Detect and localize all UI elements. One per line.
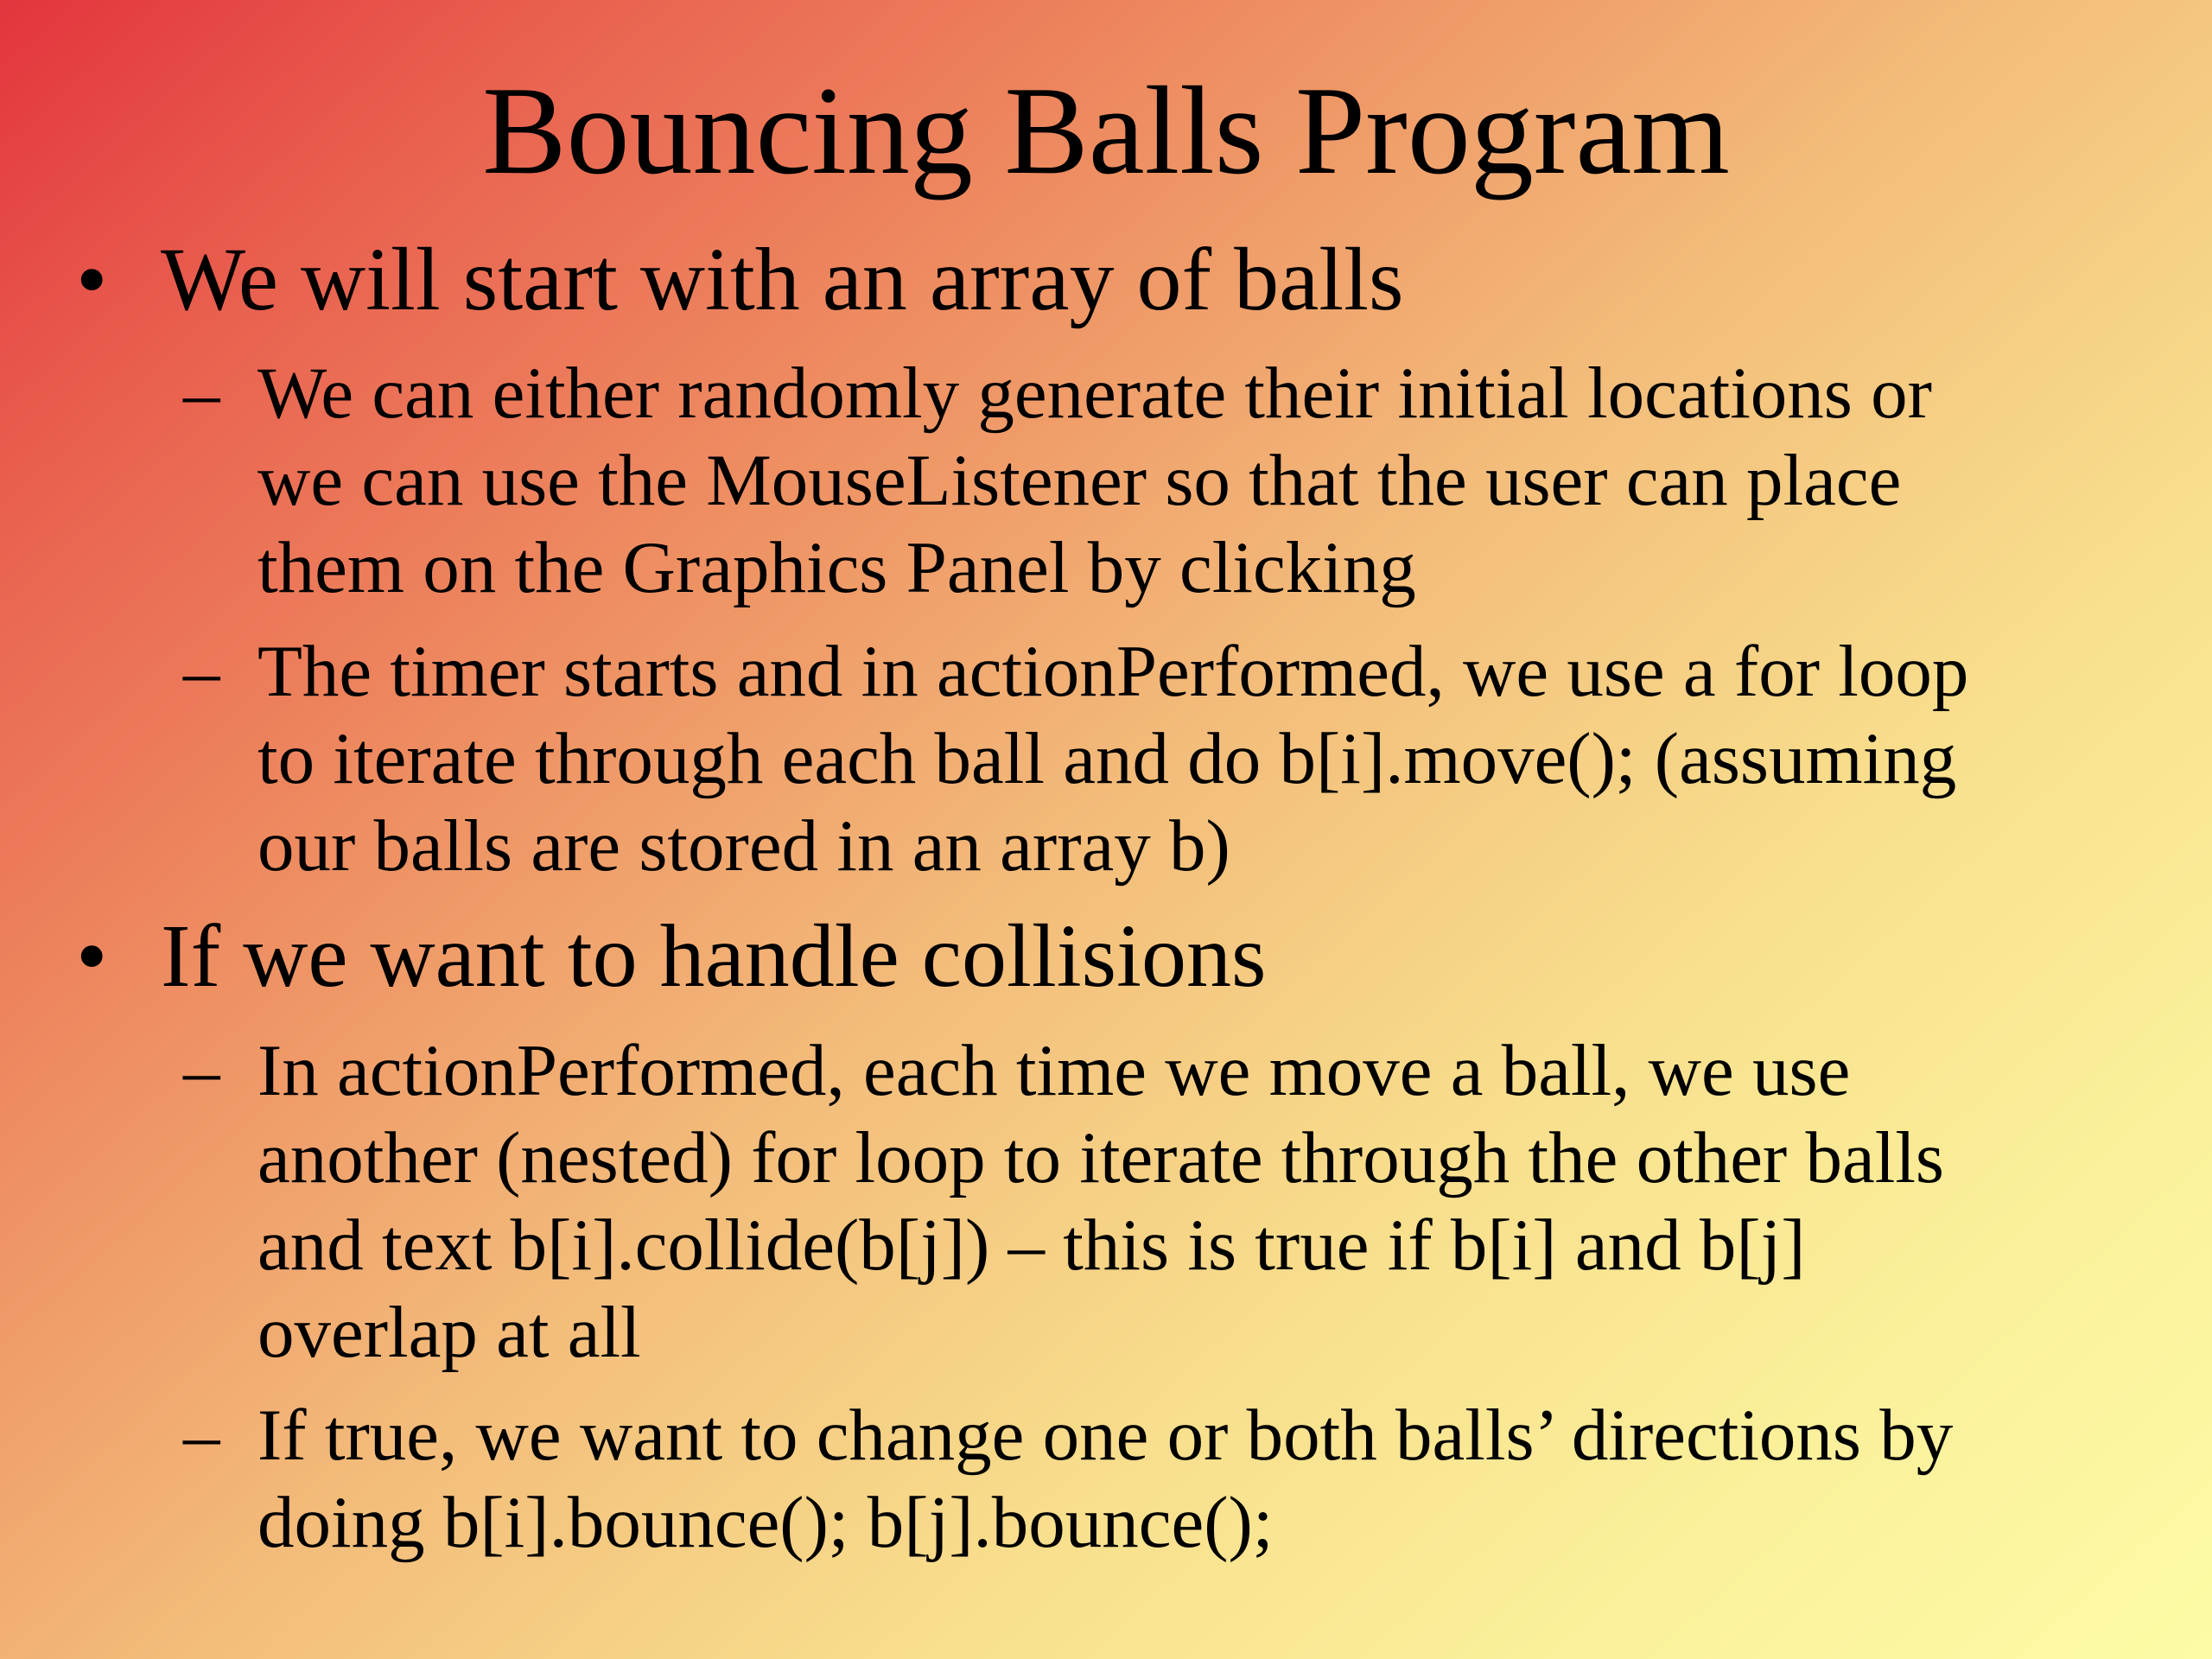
sub-bullet-line: them on the Graphics Panel by clicking	[257, 527, 1416, 608]
sub-bullet-line: If true, we want to change one or both balls’ directions by	[257, 1395, 1954, 1476]
sub-bullet-line: overlap at all	[257, 1292, 641, 1373]
sub-bullet-marker: –	[183, 1395, 220, 1476]
sub-bullet-line: we can use the MouseListener so that the user can place	[257, 440, 1902, 521]
bullet-text: If we want to handle collisions	[161, 906, 1267, 1006]
slide-title: Bouncing Balls Program	[482, 60, 1730, 200]
bullet-text: We will start with an array of balls	[161, 230, 1404, 329]
bullet-marker: •	[76, 906, 108, 1006]
sub-bullet-line: The timer starts and in actionPerformed, we use a for loop	[257, 631, 1969, 712]
sub-bullet-line: doing b[i].bounce(); b[j].bounce();	[257, 1482, 1274, 1563]
sub-bullet-line: to iterate through each ball and do b[i].move(); (assuming	[257, 718, 1957, 799]
sub-bullet-text	[257, 1027, 1944, 1376]
sub-bullet-marker: –	[183, 631, 220, 712]
bullet-marker: •	[76, 230, 108, 329]
sub-bullet-line: We can either randomly generate their initial locations or	[257, 353, 1932, 434]
sub-bullet-line: our balls are stored in an array b)	[257, 805, 1230, 887]
sub-bullet-text	[257, 350, 1932, 612]
sub-bullet-line: In actionPerformed, each time we move a ball, we use	[257, 1030, 1851, 1111]
sub-bullet-text	[257, 1392, 1953, 1567]
sub-bullet-line: another (nested) for loop to iterate through the other balls	[257, 1117, 1945, 1198]
sub-bullet-line: and text b[i].collide(b[j]) – this is true if b[i] and b[j]	[257, 1205, 1806, 1286]
sub-bullet-text	[257, 628, 1968, 890]
sub-bullet-marker: –	[183, 1030, 220, 1111]
sub-bullet-marker: –	[183, 353, 220, 434]
